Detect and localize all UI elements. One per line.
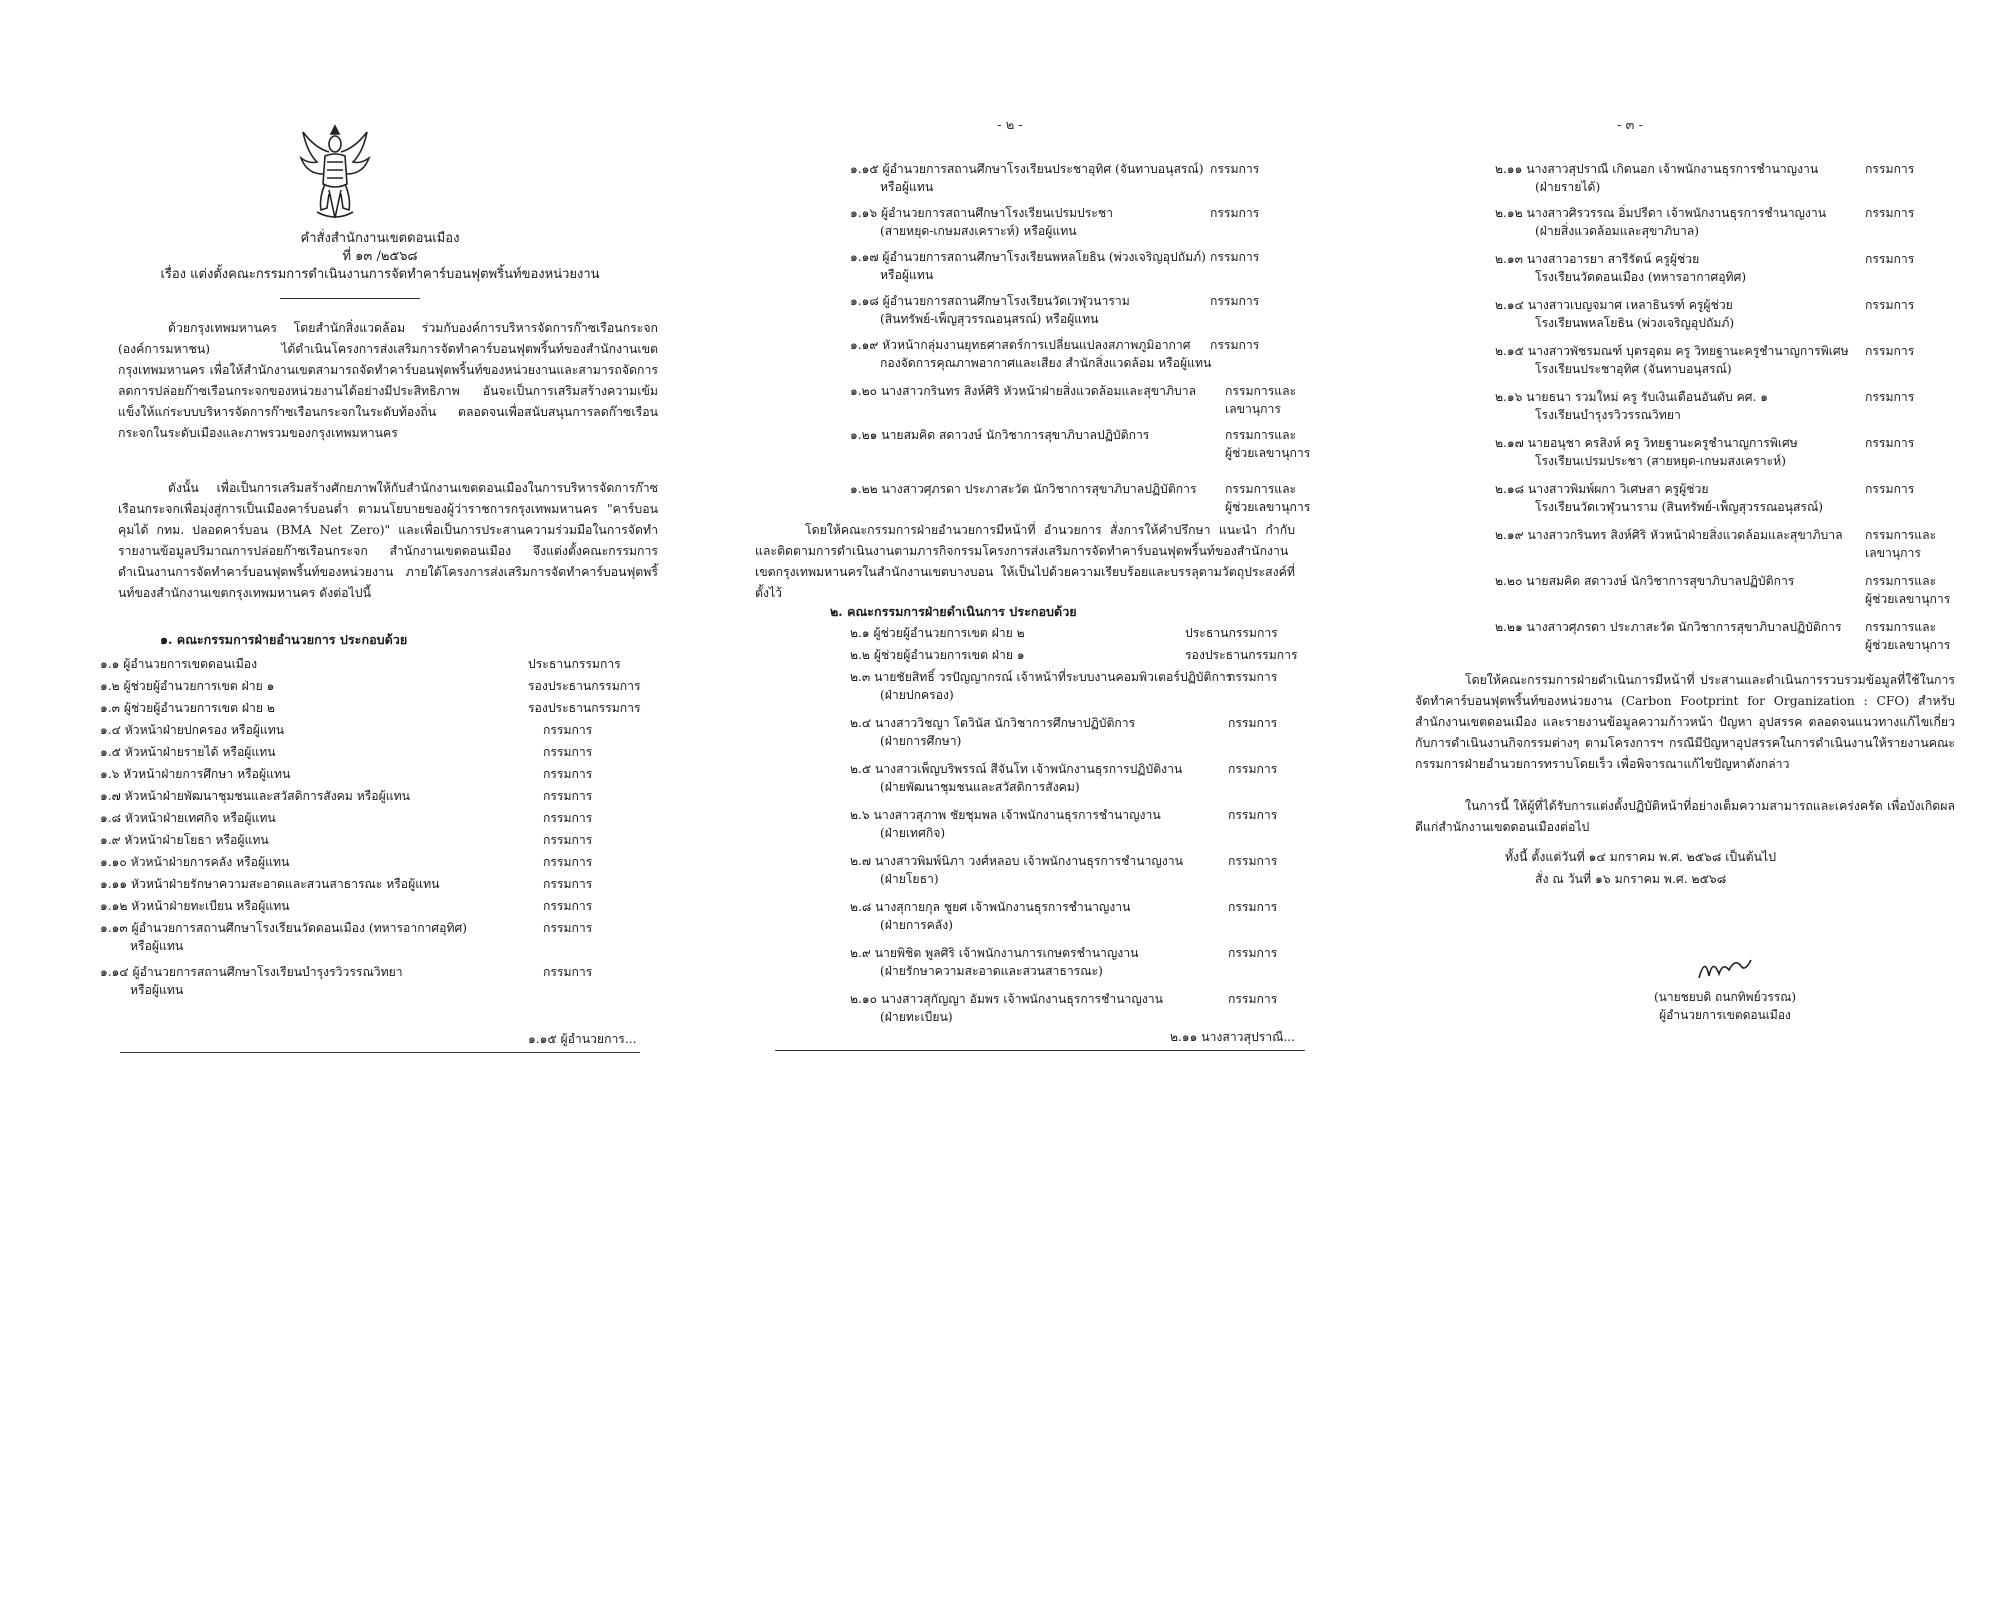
signer-name: (นายชยบดิ ถนกทิพย์วรรณ): [1653, 990, 1797, 1004]
garuda-emblem: [295, 118, 375, 228]
signature-mark: [1695, 950, 1755, 986]
document-page-2: - ๒ - ๑.๑๕ ผู้อำนวยการสถานศึกษาโรงเรียนประชาอุทิศ (จันทาบอนุสรณ์) หรือผู้แทน กรรมการ ๑.๑๖ ผู้อำนวยการสถานศึกษาโรงเรียนเปรมประชา (สายหยุด-เกษมสงเคราะห์) หรือผู้แทน กรรมการ ๑.๑๗ ผู้อำนวยการสถานศึกษาโรงเรียนพหลโยธิน (พ่วงเจริญอุปถัมภ์) หรือผู้แทน กรรมการ ๑.๑๘ ผู้อำนวยการสถานศึกษาโรงเรียนวัดเวฬุวนาราม (สินทรัพย์-เพ็ญสุวรรณอนุสรณ์) หรือผู้แทน กรรมการ ๑.๑๙ หัวหน้ากลุ่มงานยุทธศาสตร์การเปลี่ยนแปลงสภาพภูมิอากาศ กองจัดการคุณภาพอากาศและเสียง สำนักสิ่งแวดล้อม หรือผู้แทน กรรมการ ๑.๒๐ นางสาวกรินทร สิงห์ศิริ หัวหน้าฝ่ายสิ่งแวดล้อมและสุขาภิบาล กรรมการและ เลขานุการ ๑.๒๑ นายสมคิด สดาวงษ์ นักวิชาการสุขาภิบาลปฏิบัติการ กรรมการและ ผู้ช่วยเลขานุการ ๑.๒๒ นางสาวศุภรดา ประภาสะวัต นักวิชาการสุขาภิบาลปฏิบัติการ กรรมการและ ผู้ช่วยเลขานุการ โดยให้คณะกรรมการฝ่ายอำนวยการมีหน้าที่ อำนวยการ สั่งการให้คำปรึกษา แนะนำ กำกับและติดตามการดำเนินงานตามภารกิจกรรมโครงการส่งเสริมการจัดทำคาร์บอนฟุตพริ้นท์ของสำนักงานเขตกรุงเทพมหานครในสำนักงานเขตบางบอน ให้เป็นไปด้วยความเรียบร้อยและบรรลุตามวัตถุประสงค์ที่ตั้งไว้ ๒. คณะกรรมการฝ่ายดำเนินการ ประกอบด้วย ๒.๑ ผู้ช่วยผู้อำนวยการเขต ฝ่าย ๒ ประธานกรรมการ ๒.๒ ผู้ช่วยผู้อำนวยการเขต ฝ่าย ๑ รองประธานกรรมการ ๒.๓ นายชัยสิทธิ์ วรปัญญากรณ์ เจ้าหน้าที่ระบบงานคอมพิวเตอร์ปฏิบัติการ (ฝ่ายปกครอง) กรรมการ ๒.๔ นางสาววิชญา โตวินัส นักวิชาการศึกษาปฏิบัติการ (ฝ่ายการศึกษา) กรรมการ ๒.๕ นางสาวเพ็ญบริพรรณ์ สีจันโท เจ้าพนักงานธุรการปฏิบัติงาน (ฝ่ายพัฒนาชุมชนและสวัสดิการสังคม) กรรมการ ๒.๖ นางสาวสุภาพ ชัยชุมพล เจ้าพนักงานธุรการชำนาญงาน (ฝ่ายเทศกิจ) กรรมการ ๒.๗ นางสาวพิมพ์นิภา วงศ์หลอบ เจ้าพนักงานธุรการชำนาญงาน (ฝ่ายโยธา) กรรมการ ๒.๘ นางสุกายกุล ชูยศ เจ้าพนักงานธุรการชำนาญงาน (ฝ่ายการคลัง) กรรมการ ๒.๙ นายพิชิต พูลศิริ เจ้าพนักงานการเกษตรชำนาญงาน (ฝ่ายรักษาความสะอาดและสวนสาธารณะ) กรรมการ ๒.๑๐ นางสาวสุกัญญา อัมพร เจ้าพนักงานธุรการชำนาญงาน (ฝ่ายทะเบียน) กรรมการ ๒.๑๑ นางสาวสุปราณี...: [775, 110, 1335, 1110]
order-subject: เรื่อง แต่งตั้งคณะกรรมการดำเนินงานการจัดทำคาร์บอนฟุตพริ้นท์ของหน่วยงาน: [160, 267, 600, 282]
closing-paragraph: ในการนี้ ให้ผู้ที่ได้รับการแต่งตั้งปฏิบัติหน้าที่อย่างเต็มความสามารถและเคร่งครัด เพื่อบังเกิดผลดีแก่สำนักงานเขตดอนเมืองต่อไป: [1415, 799, 1955, 834]
page-bottom-rule: [775, 1050, 1305, 1051]
page-number: - ๒ -: [997, 118, 1023, 133]
intro-paragraph: ด้วยกรุงเทพมหานคร โดยสำนักสิ่งแวดล้อม ร่วมกับองค์การบริหารจัดการก๊าซเรือนกระจก (องค์การมหาชน) ได้ดำเนินโครงการส่งเสริมการจัดทำคาร์บอนฟุตพริ้นท์ของสำนักงานเขต กรุงเทพมหานคร เพื่อให้สำนักงานเขตสามารถจัดทำคาร์บอนฟุตพริ้นท์ของหน่วยงานและสามารถจัดการลดการปล่อยก๊าซเรือนกระจกของหน่วยงานได้อย่างมีประสิทธิภาพ อันจะเป็นการเสริมสร้างความเข้มแข็งให้แก่ระบบบริหารจัดการก๊าซเรือนกระจกในระดับท้องถิ่น ตลอดจนเพื่อสนับสนุนการลดก๊าซเรือนกระจกในระดับเมืองและภาพรวมของกรุงเทพมหานคร: [118, 321, 658, 440]
title-divider: [280, 298, 420, 299]
signer-block: [1615, 988, 1835, 1024]
signer-title: ผู้อำนวยการเขตดอนเมือง: [1659, 1008, 1791, 1022]
section-1-title: ๑. คณะกรรมการฝ่ายอำนวยการ ประกอบด้วย: [160, 632, 408, 647]
page-number: - ๓ -: [1617, 118, 1643, 133]
effective-date: ทั้งนี้ ตั้งแต่วันที่ ๑๔ มกราคม พ.ศ. ๒๕๖๘ เป็นต้นไป: [1505, 850, 1777, 864]
page-continuation: ๑.๑๕ ผู้อำนวยการ...: [528, 1032, 637, 1046]
order-header: [100, 230, 660, 284]
section-2-title: ๒. คณะกรรมการฝ่ายดำเนินการ ประกอบด้วย: [830, 604, 1077, 619]
order-number: ที่ ๑๓ /๒๕๖๘: [342, 249, 418, 264]
document-page-3: - ๓ - ๒.๑๑ นางสาวสุปราณี เกิดนอก เจ้าพนักงานธุรการชำนาญงาน (ฝ่ายรายได้) กรรมการ ๒.๑๒ นางสาวศิรวรรณ อิ่มปรีดา เจ้าพนักงานธุรการชำนาญงาน (ฝ่ายสิ่งแวดล้อมและสุขาภิบาล) กรรมการ ๒.๑๓ นางสาวอารยา สารีรัตน์ ครูผู้ช่วย โรงเรียนวัดดอนเมือง (ทหารอากาศอุทิศ) กรรมการ ๒.๑๔ นางสาวเบญจมาศ เหลาธินรฑ์ ครูผู้ช่วย โรงเรียนพหลโยธิน (พ่วงเจริญอุปถัมภ์) กรรมการ ๒.๑๕ นางสาวพัชรมณฑ์ บุตรอุดม ครู วิทยฐานะครูชำนาญการพิเศษ โรงเรียนประชาอุทิศ (จันทาบอนุสรณ์) กรรมการ ๒.๑๖ นายธนา รวมใหม่ ครู รับเงินเดือนอันดับ คศ. ๑ โรงเรียนบำรุงรวิวรรณวิทยา กรรมการ ๒.๑๗ นายอนุชา ครสิงห์ ครู วิทยฐานะครูชำนาญการพิเศษ โรงเรียนเปรมประชา (สายหยุด-เกษมสงเคราะห์) กรรมการ ๒.๑๘ นางสาวพิมพ์ผกา วิเศษสา ครูผู้ช่วย โรงเรียนวัดเวฬุวนาราม (สินทรัพย์-เพ็ญสุวรรณอนุสรณ์) กรรมการ ๒.๑๙ นางสาวกรินทร สิงห์ศิริ หัวหน้าฝ่ายสิ่งแวดล้อมและสุขาภิบาล กรรมการและ เลขานุการ ๒.๒๐ นายสมคิด สดาวงษ์ นักวิชาการสุขาภิบาลปฏิบัติการ กรรมการและ ผู้ช่วยเลขานุการ ๒.๒๑ นางสาวศุภรดา ประภาสะวัต นักวิชาการสุขาภิบาลปฏิบัติการ กรรมการและ ผู้ช่วยเลขานุการ โดยให้คณะกรรมการฝ่ายดำเนินการมีหน้าที่ ประสานและดำเนินการรวบรวมข้อมูลที่ใช้ในการจัดทำคาร์บอนฟุตพริ้นท์ของหน่วยงาน (Carbon Footprint for Organization : CFO) สำหรับสำนักงานเขตดอนเมือง และรายงานข้อมูลความก้าวหน้า ปัญหา อุปสรรค ตลอดจนแนวทางแก้ไขเกี่ยวกับการดำเนินงานกิจกรรมต่างๆ ตามโครงการฯ กรณีมีปัญหาอุปสรรคในการดำเนินงานให้รายงานคณะกรรมการฝ่ายอำนวยการทราบโดยเร็ว เพื่อพิจารณาแก้ไขปัญหาดังกล่าว ในการนี้ ให้ผู้ที่ได้รับการแต่งตั้งปฏิบัติหน้าที่อย่างเต็มความสามารถและเคร่งครัด เพื่อบังเกิดผลดีแก่สำนักงานเขตดอนเมืองต่อไป ทั้งนี้ ตั้งแต่วันที่ ๑๔ มกราคม พ.ศ. ๒๕๖๘ เป็นต้นไป สั่ง ณ วันที่ ๑๖ มกราคม พ.ศ. ๒๕๖๘ (นายชยบดิ ถนกทิพย์วรรณ) ผู้อำนวยการเขตดอนเมือง: [1395, 110, 1955, 1110]
committee-2-duty: โดยให้คณะกรรมการฝ่ายดำเนินการมีหน้าที่ ประสานและดำเนินการรวบรวมข้อมูลที่ใช้ในการจัดทำคาร์บอนฟุตพริ้นท์ของหน่วยงาน (Carbon Footprint for Organization : CFO) สำหรับสำนักงานเขตดอนเมือง และรายงานข้อมูลความก้าวหน้า ปัญหา อุปสรรค ตลอดจนแนวทางแก้ไขเกี่ยวกับการดำเนินงานกิจกรรมต่างๆ ตามโครงการฯ กรณีมีปัญหาอุปสรรคในการดำเนินงานให้รายงานคณะกรรมการฝ่ายอำนวยการทราบโดยเร็ว เพื่อพิจารณาแก้ไขปัญหาดังกล่าว: [1415, 673, 1955, 771]
document-page-1: คำสั่งสำนักงานเขตดอนเมือง ที่ ๑๓ /๒๕๖๘ เรื่อง แต่งตั้งคณะกรรมการดำเนินงานการจัดทำคาร์บอนฟุตพริ้นท์ของหน่วยงาน ด้วยกรุงเทพมหานคร โดยสำนักสิ่งแวดล้อม ร่วมกับองค์การบริหารจัดการก๊าซเรือนกระจก (องค์การมหาชน) ได้ดำเนินโครงการส่งเสริมการจัดทำคาร์บอนฟุตพริ้นท์ของสำนักงานเขต กรุงเทพมหานคร เพื่อให้สำนักงานเขตสามารถจัดทำคาร์บอนฟุตพริ้นท์ของหน่วยงานและสามารถจัดการลดการปล่อยก๊าซเรือนกระจกของหน่วยงานได้อย่างมีประสิทธิภาพ อันจะเป็นการเสริมสร้างความเข้มแข็งให้แก่ระบบบริหารจัดการก๊าซเรือนกระจกในระดับท้องถิ่น ตลอดจนเพื่อสนับสนุนการลดก๊าซเรือนกระจกในระดับเมืองและภาพรวมของกรุงเทพมหานคร ดังนั้น เพื่อเป็นการเสริมสร้างศักยภาพให้กับสำนักงานเขตดอนเมืองในการบริหารจัดการก๊าซเรือนกระจกเพื่อมุ่งสู่การเป็นเมืองคาร์บอนต่ำ ตามนโยบายของผู้ว่าราชการกรุงเทพมหานคร "คาร์บอนคุมได้ กทม. ปลอดคาร์บอน (BMA Net Zero)" และเพื่อเป็นการประสานความร่วมมือในการจัดทำรายงานข้อมูลปริมาณการปล่อยก๊าซเรือนกระจก สำนักงานเขตดอนเมือง จึงแต่งตั้งคณะกรรมการดำเนินงานการจัดทำคาร์บอนฟุตพริ้นท์ของหน่วยงาน ภายใต้โครงการส่งเสริมการจัดทำคาร์บอนฟุตพริ้นท์ของสำนักงานเขตกรุงเทพมหานคร ดังต่อไปนี้ ๑. คณะกรรมการฝ่ายอำนวยการ ประกอบด้วย ๑.๑ ผู้อำนวยการเขตดอนเมือง ประธานกรรมการ ๑.๒ ผู้ช่วยผู้อำนวยการเขต ฝ่าย ๑ รองประธานกรรมการ ๑.๓ ผู้ช่วยผู้อำนวยการเขต ฝ่าย ๒ รองประธานกรรมการ ๑.๔ หัวหน้าฝ่ายปกครอง หรือผู้แทน กรรมการ ๑.๕ หัวหน้าฝ่ายรายได้ หรือผู้แทน กรรมการ ๑.๖ หัวหน้าฝ่ายการศึกษา หรือผู้แทน กรรมการ ๑.๗ หัวหน้าฝ่ายพัฒนาชุมชนและสวัสดิการสังคม หรือผู้แทน กรรมการ ๑.๘ หัวหน้าฝ่ายเทศกิจ หรือผู้แทน กรรมการ ๑.๙ หัวหน้าฝ่ายโยธา หรือผู้แทน กรรมการ ๑.๑๐ หัวหน้าฝ่ายการคลัง หรือผู้แทน กรรมการ ๑.๑๑ หัวหน้าฝ่ายรักษาความสะอาดและสวนสาธารณะ หรือผู้แทน กรรมการ ๑.๑๒ หัวหน้าฝ่ายทะเบียน หรือผู้แทน กรรมการ ๑.๑๓ ผู้อำนวยการสถานศึกษาโรงเรียนวัดดอนเมือง (ทหารอากาศอุทิศ) หรือผู้แทน กรรมการ ๑.๑๔ ผู้อำนวยการสถานศึกษาโรงเรียนบำรุงรวิวรรณวิทยา หรือผู้แทน กรรมการ ๑.๑๕ ผู้อำนวยการ...: [100, 110, 660, 1110]
page-continuation: ๒.๑๑ นางสาวสุปราณี...: [1170, 1030, 1295, 1044]
purpose-paragraph: ดังนั้น เพื่อเป็นการเสริมสร้างศักยภาพให้กับสำนักงานเขตดอนเมืองในการบริหารจัดการก๊าซเรือนกระจกเพื่อมุ่งสู่การเป็นเมืองคาร์บอนต่ำ ตามนโยบายของผู้ว่าราชการกรุงเทพมหานคร "คาร์บอนคุมได้ กทม. ปลอดคาร์บอน (BMA Net Zero)" และเพื่อเป็นการประสานความร่วมมือในการจัดทำรายงานข้อมูลปริมาณการปล่อยก๊าซเรือนกระจก สำนักงานเขตดอนเมือง จึงแต่งตั้งคณะกรรมการดำเนินงานการจัดทำคาร์บอนฟุตพริ้นท์ของหน่วยงาน ภายใต้โครงการส่งเสริมการจัดทำคาร์บอนฟุตพริ้นท์ของสำนักงานเขตกรุงเทพมหานคร ดังต่อไปนี้: [118, 481, 658, 600]
order-title: คำสั่งสำนักงานเขตดอนเมือง: [300, 231, 460, 246]
committee-1-duty: โดยให้คณะกรรมการฝ่ายอำนวยการมีหน้าที่ อำนวยการ สั่งการให้คำปรึกษา แนะนำ กำกับและติดตามการดำเนินงานตามภารกิจกรรมโครงการส่งเสริมการจัดทำคาร์บอนฟุตพริ้นท์ของสำนักงานเขตกรุงเทพมหานครในสำนักงานเขตบางบอน ให้เป็นไปด้วยความเรียบร้อยและบรรลุตามวัตถุประสงค์ที่ตั้งไว้: [755, 523, 1295, 600]
page-bottom-rule: [120, 1052, 640, 1053]
order-date: สั่ง ณ วันที่ ๑๖ มกราคม พ.ศ. ๒๕๖๘: [1535, 872, 1727, 886]
